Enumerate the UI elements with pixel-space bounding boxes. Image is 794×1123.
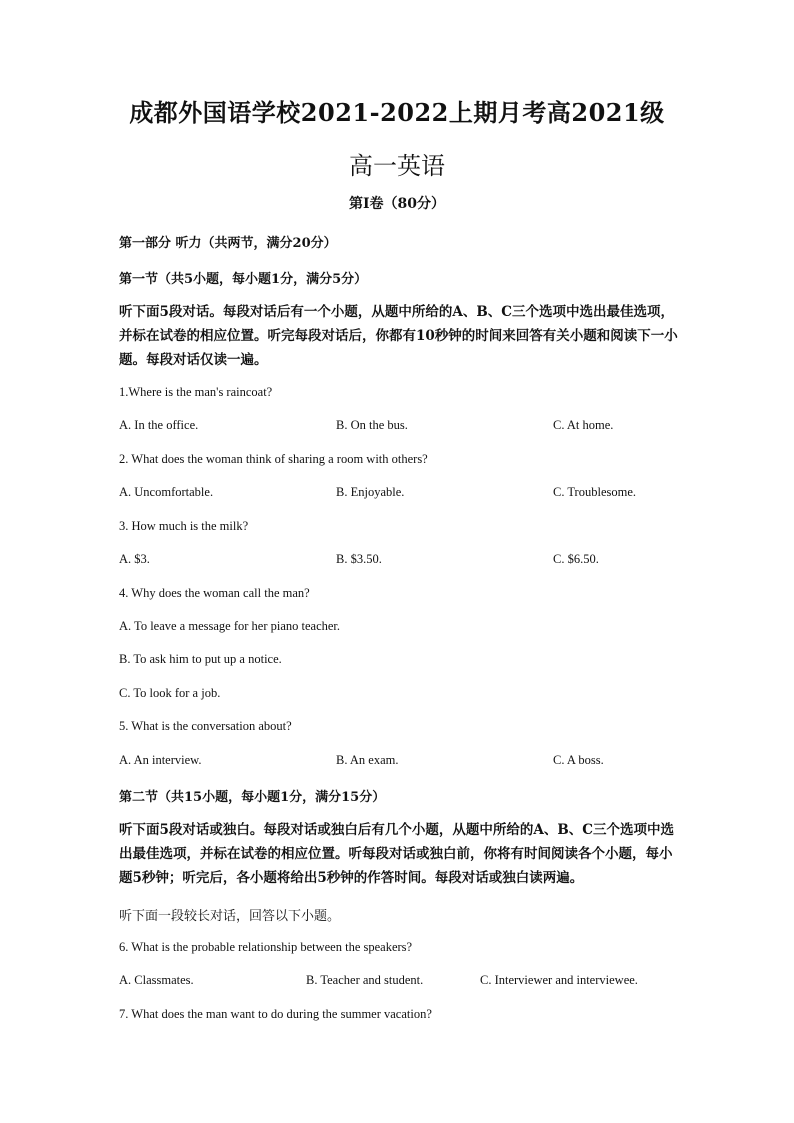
q6-option-c: C. Interviewer and interviewee.	[480, 973, 638, 987]
question-6: 6. What is the probable relationship between the speakers?	[119, 940, 413, 954]
q1-option-a: A. In the office.	[119, 418, 199, 432]
q1-option-c: C. At home.	[553, 418, 614, 432]
section2-subheading: 第二节（共15小题，每小题1分，满分15分）	[119, 790, 386, 805]
q6-option-b: B. Teacher and student.	[306, 973, 424, 987]
q3-option-b: B. $3.50.	[336, 552, 382, 566]
q5-option-c: C. A boss.	[553, 753, 604, 767]
q6-option-a: A. Classmates.	[119, 973, 194, 987]
q3-option-c: C. $6.50.	[553, 552, 599, 566]
q4-option-a: A. To leave a message for her piano teacher.	[119, 619, 341, 633]
section2-intro: 听下面一段较长对话，回答以下小题。	[119, 909, 341, 924]
exam-title: 成都外国语学校2021-2022上期月考高2021级	[129, 98, 665, 127]
exam-subtitle: 高一英语	[349, 152, 445, 180]
q4-option-b: B. To ask him to put up a notice.	[119, 652, 282, 666]
question-2: 2. What does the woman think of sharing a room with others?	[119, 452, 428, 466]
question-3: 3. How much is the milk?	[119, 519, 249, 533]
question-7: 7. What does the man want to do during the summer vacation?	[119, 1007, 432, 1021]
q5-option-b: B. An exam.	[336, 753, 399, 767]
q2-option-a: A. Uncomfortable.	[119, 485, 214, 499]
question-4: 4. Why does the woman call the man?	[119, 586, 310, 600]
part-label: 第I卷（80分）	[348, 196, 446, 212]
q1-option-b: B. On the bus.	[336, 418, 408, 432]
section1-subheading: 第一节（共5小题，每小题1分，满分5分）	[119, 272, 368, 287]
section1-instructions: 听下面5段对话。每段对话后有一个小题，从题中所给的A、B、C三个选项中选出最佳选项，并标在试卷的相应位置。听完每段对话后，你都有10秒钟的时间来回答有关小题和阅读下一小题。每段对话仅读一遍。	[119, 304, 678, 368]
q4-option-c: C. To look for a job.	[119, 686, 221, 700]
section-heading: 第一部分 听力（共两节，满分20分）	[119, 236, 337, 251]
q2-option-c: C. Troublesome.	[553, 485, 637, 499]
q2-option-b: B. Enjoyable.	[336, 485, 405, 499]
question-1: 1.Where is the man's raincoat?	[119, 385, 273, 399]
q3-option-a: A. $3.	[119, 552, 150, 566]
section2-instructions: 听下面5段对话或独白。每段对话或独白后有几个小题，从题中所给的A、B、C三个选项中选出最佳选项，并标在试卷的相应位置。听每段对话或独白前，你将有时间阅读各个小题，每小题5秒钟；听完后，各小题将给出5秒钟的作答时间。每段对话或独白读两遍。	[119, 822, 675, 886]
question-5: 5. What is the conversation about?	[119, 719, 292, 733]
q5-option-a: A. An interview.	[119, 753, 202, 767]
